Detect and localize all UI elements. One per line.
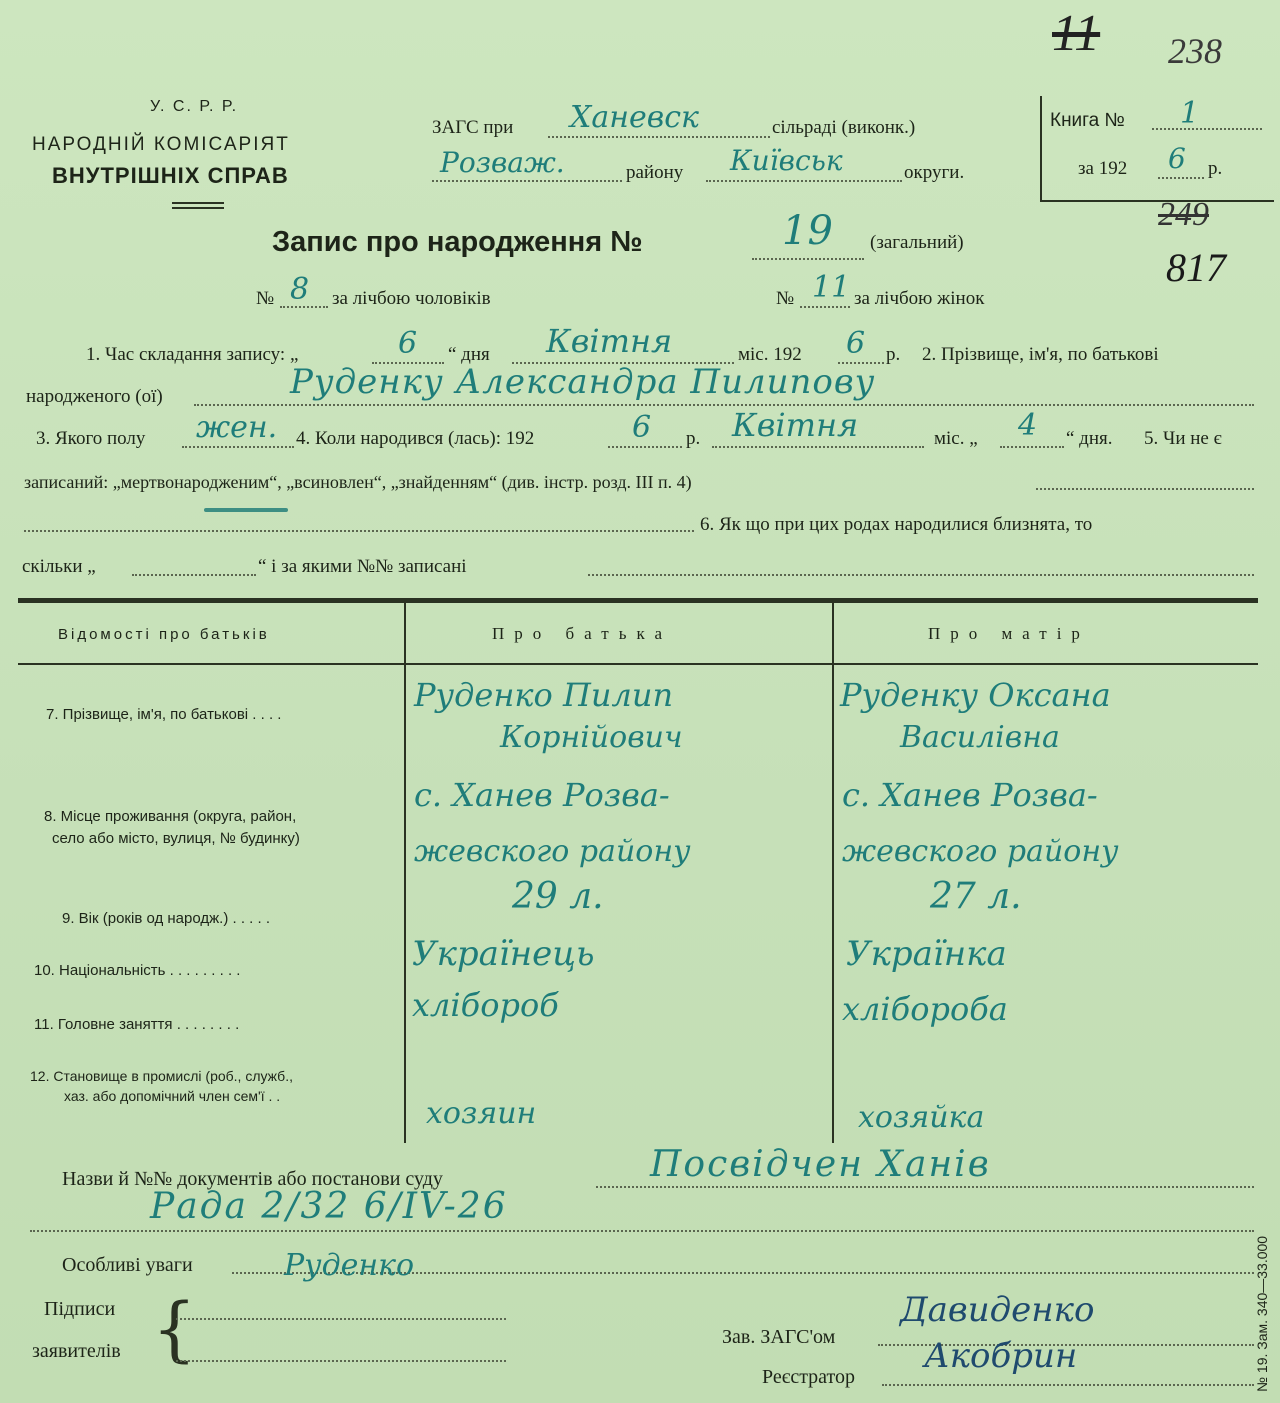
- head-label: Зав. ЗАГС'ом: [722, 1326, 836, 1348]
- archive-mark-3: 249: [1158, 196, 1209, 233]
- book-year: 6: [1168, 142, 1186, 175]
- ministry-line1: НАРОДНІЙ КОМІСАРІЯТ: [32, 134, 290, 155]
- f6-line2a: скільки „: [22, 556, 96, 577]
- female-prefix: №: [776, 288, 795, 309]
- f5-dash-mark: [204, 508, 288, 512]
- zags-prefix: ЗАГС при: [432, 117, 514, 138]
- line: [176, 1360, 506, 1362]
- line: [194, 404, 1254, 406]
- row-9-label: 9. Вік (років од народж.) . . . . .: [62, 910, 270, 927]
- row-8-father: с. Ханев Розва-: [414, 776, 670, 814]
- f4-year-suffix: р.: [686, 428, 701, 449]
- applicant-signature: Руденко: [284, 1248, 415, 1283]
- female-number: 11: [812, 270, 851, 305]
- row-11-mother: хлібороба: [842, 990, 1008, 1028]
- line: [712, 446, 924, 448]
- row-10-mother: Українка: [846, 934, 1007, 974]
- signatures-label-1: Підписи: [44, 1298, 116, 1320]
- table-col-divider: [832, 603, 834, 1143]
- registrar-label: Реєстратор: [762, 1366, 856, 1388]
- f1-year-suffix: р.: [886, 344, 901, 365]
- line: [882, 1384, 1254, 1386]
- f4-month: Квітня: [732, 406, 859, 444]
- f4-year: 6: [632, 410, 652, 445]
- f3-label: 3. Якого полу: [36, 428, 146, 449]
- line: [182, 446, 294, 448]
- f4-label: 4. Коли народився (лась): 192: [296, 428, 535, 449]
- f2-name: Руденку Александра Пилипову: [290, 362, 876, 402]
- line: [1036, 488, 1254, 490]
- ministry-line2: ВНУТРІШНІХ СПРАВ: [52, 163, 289, 188]
- zags-village: Ханевск: [570, 100, 699, 135]
- row-7-father: Руденко Пилип: [414, 676, 674, 714]
- table-header-mother: Про матір: [928, 624, 1090, 643]
- row-8-label: 8. Місце проживання (округа, район,: [44, 808, 297, 825]
- row-8-label-2: село або місто, вулиця, № будинку): [52, 830, 300, 847]
- line: [800, 306, 850, 308]
- line: [1158, 177, 1204, 179]
- f4-day: 4: [1018, 408, 1038, 443]
- documents-value-1: Посвідчен Ханів: [650, 1144, 991, 1185]
- table-col-divider: [404, 603, 406, 1143]
- row-7-father-2: Корнійович: [500, 720, 683, 755]
- okrug-label: округи.: [904, 162, 965, 183]
- row-8-mother-2: жевского району: [842, 834, 1119, 869]
- ussr-label: У. С. Р. Р.: [150, 98, 239, 115]
- row-8-father-2: жевского району: [414, 834, 691, 869]
- row-7-mother-2: Василівна: [900, 720, 1060, 755]
- table-header-info: Відомості про батьків: [58, 626, 270, 643]
- line: [1152, 128, 1262, 130]
- male-number: 8: [290, 272, 310, 307]
- row-12-mother: хозяйка: [858, 1100, 985, 1135]
- row-7-label: 7. Прізвище, ім'я, по батькові . . . .: [46, 706, 282, 723]
- f1-month: Квітня: [546, 322, 673, 360]
- line: [596, 1186, 1254, 1188]
- record-title: Запис про народження №: [272, 226, 643, 258]
- f6-label: 6. Як що при цих родах народилися близнята, то: [700, 514, 1093, 535]
- row-10-label: 10. Національність . . . . . . . . .: [34, 962, 241, 979]
- male-prefix: №: [256, 288, 275, 309]
- divider: [172, 202, 224, 204]
- f5-line2: записаний: „мертвонародженим“, „всиновлен“, „знайденням“ (див. інстр. розд. III п. 4): [24, 472, 692, 492]
- okrug-value: Київськ: [730, 144, 843, 177]
- f1-label: 1. Час складання запису: „: [86, 344, 299, 365]
- documents-value-2: Рада 2/32 6/IV-26: [150, 1186, 508, 1227]
- archive-mark-2: 238: [1168, 31, 1222, 71]
- f6-line2b: “ і за якими №№ записані: [258, 556, 467, 577]
- f3-sex: жен.: [196, 410, 278, 445]
- row-10-father: Українець: [412, 934, 595, 974]
- archive-mark-4: 817: [1166, 245, 1226, 290]
- registrar-signature: Акобрин: [924, 1336, 1078, 1376]
- line: [588, 574, 1254, 576]
- row-11-label: 11. Головне заняття . . . . . . . .: [34, 1016, 240, 1033]
- book-year-prefix: за 192: [1078, 158, 1128, 179]
- print-note: № 19. Зам. 340—33.000: [1254, 1235, 1270, 1392]
- documents-label: Назви й №№ документів або постанови суду: [62, 1168, 443, 1190]
- row-9-father: 29 л.: [512, 876, 604, 917]
- line: [176, 1318, 506, 1320]
- female-label: за лічбою жінок: [854, 288, 985, 309]
- table-top-rule: [18, 598, 1258, 603]
- record-number: 19: [782, 208, 833, 254]
- f2-label2: народженого (ої): [26, 386, 163, 407]
- zags-suffix: сільраді (виконк.): [772, 117, 916, 138]
- line: [30, 1230, 1254, 1232]
- line: [548, 136, 770, 138]
- table-header-father: Про батька: [492, 624, 673, 643]
- signatures-brace: {: [152, 1288, 197, 1370]
- f1-year: 6: [846, 326, 866, 361]
- f1-day-label: “ дня: [448, 344, 490, 365]
- row-12-label-2: хаз. або допомічний член сем'ї . .: [64, 1088, 281, 1104]
- line: [432, 180, 622, 182]
- district-label: району: [626, 162, 684, 183]
- f1-day: 6: [398, 326, 418, 361]
- f1-year-label: міс. 192: [738, 344, 802, 365]
- line: [24, 530, 694, 532]
- row-12-label: 12. Становище в промислі (роб., служб.,: [30, 1068, 293, 1084]
- signatures-label-2: заявителів: [32, 1340, 121, 1362]
- f2-label: 2. Прізвище, ім'я, по батькові: [922, 344, 1159, 365]
- f4-day-label: “ дня.: [1066, 428, 1113, 449]
- line: [132, 574, 256, 576]
- book-label: Книга №: [1050, 110, 1125, 131]
- book-year-suffix: р.: [1208, 158, 1223, 179]
- row-12-father: хозяин: [426, 1096, 537, 1131]
- row-11-father: хлібороб: [412, 986, 559, 1024]
- line: [706, 180, 902, 182]
- line: [608, 446, 682, 448]
- row-9-mother: 27 л.: [930, 876, 1022, 917]
- record-general: (загальний): [870, 232, 964, 253]
- row-8-mother: с. Ханев Розва-: [842, 776, 1098, 814]
- line: [1000, 446, 1064, 448]
- male-label: за лічбою чоловіків: [332, 288, 491, 309]
- divider: [172, 207, 224, 209]
- district-value: Розваж.: [440, 146, 565, 179]
- head-signature: Давиденко: [900, 1290, 1095, 1330]
- book-number: 1: [1180, 96, 1200, 131]
- f5-label: 5. Чи не є: [1144, 428, 1222, 449]
- line: [752, 258, 864, 260]
- archive-mark-1: 11: [1052, 5, 1101, 62]
- table-header-rule: [18, 663, 1258, 665]
- notes-label: Особливі уваги: [62, 1254, 193, 1276]
- f4-month-label: міс. „: [934, 428, 978, 449]
- row-7-mother: Руденку Оксана: [840, 676, 1111, 714]
